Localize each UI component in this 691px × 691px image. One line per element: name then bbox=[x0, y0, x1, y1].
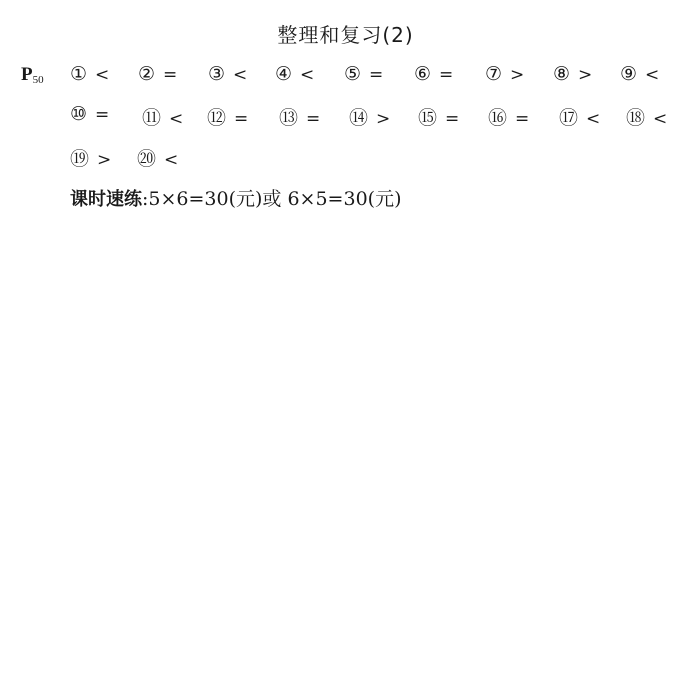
answer-symbol: = bbox=[369, 65, 384, 85]
page-title: 整理和复习(2) bbox=[277, 23, 414, 47]
answer-15 bbox=[418, 103, 459, 130]
answer-6 bbox=[414, 63, 453, 85]
answer-number: ⑤ bbox=[344, 63, 362, 85]
answer-symbol: = bbox=[439, 65, 454, 85]
answer-1 bbox=[70, 63, 109, 85]
answer-number: ⑦ bbox=[485, 63, 503, 85]
answer-7 bbox=[485, 63, 524, 85]
answer-symbol: = bbox=[515, 109, 530, 129]
answer-symbol: < bbox=[169, 109, 184, 129]
answer-number: ③ bbox=[208, 63, 226, 85]
answer-number: ④ bbox=[275, 63, 293, 85]
answer-19 bbox=[70, 144, 111, 171]
answer-10 bbox=[70, 103, 109, 125]
answer-number: ⑩ bbox=[70, 103, 88, 125]
answer-number: ⑮ bbox=[418, 107, 438, 129]
answer-8 bbox=[553, 63, 592, 85]
answer-symbol: = bbox=[306, 109, 321, 129]
answer-number: ⑳ bbox=[137, 148, 157, 170]
answer-symbol: > bbox=[510, 65, 525, 85]
answer-11 bbox=[142, 103, 183, 130]
answer-3 bbox=[208, 63, 247, 85]
practice-label: 课时速练 bbox=[70, 189, 142, 210]
answer-symbol: = bbox=[163, 65, 178, 85]
answer-16 bbox=[488, 103, 529, 130]
answer-row-3 bbox=[70, 144, 690, 168]
answer-number: ⑲ bbox=[70, 148, 90, 170]
answer-17 bbox=[559, 103, 600, 130]
answer-13 bbox=[279, 103, 320, 130]
page-number: 50 bbox=[32, 74, 44, 86]
answer-18 bbox=[626, 103, 667, 130]
answer-symbol: < bbox=[645, 65, 660, 85]
answer-2 bbox=[138, 63, 177, 85]
answer-symbol: < bbox=[300, 65, 315, 85]
answer-number: ⑧ bbox=[553, 63, 571, 85]
practice-answer bbox=[70, 184, 401, 211]
answer-symbol: < bbox=[586, 109, 601, 129]
answer-number: ② bbox=[138, 63, 156, 85]
answer-9 bbox=[620, 63, 659, 85]
answer-number: ⑬ bbox=[279, 107, 299, 129]
practice-text: :5×6=30(元)或 6×5=30(元) bbox=[142, 188, 402, 210]
answer-symbol: < bbox=[95, 65, 110, 85]
answer-row-2 bbox=[70, 103, 690, 127]
answer-number: ⑫ bbox=[207, 107, 227, 129]
answer-symbol: < bbox=[164, 150, 179, 170]
answer-number: ① bbox=[70, 63, 88, 85]
answer-symbol: < bbox=[653, 109, 668, 129]
answer-20 bbox=[137, 144, 178, 171]
answer-symbol: > bbox=[97, 150, 112, 170]
answer-14 bbox=[349, 103, 390, 130]
answer-symbol: > bbox=[376, 109, 391, 129]
answer-symbol: > bbox=[578, 65, 593, 85]
answer-number: ⑱ bbox=[626, 107, 646, 129]
answer-symbol: = bbox=[445, 109, 460, 129]
answer-number: ⑨ bbox=[620, 63, 638, 85]
answer-number: ⑯ bbox=[488, 107, 508, 129]
answer-number: ⑪ bbox=[142, 107, 162, 129]
answer-5 bbox=[344, 63, 383, 85]
answer-symbol: = bbox=[234, 109, 249, 129]
answer-number: ⑭ bbox=[349, 107, 369, 129]
page-letter: P bbox=[21, 64, 33, 85]
answer-number: ⑥ bbox=[414, 63, 432, 85]
page-number-label bbox=[21, 64, 44, 86]
answer-symbol: = bbox=[95, 105, 110, 125]
answer-4 bbox=[275, 63, 314, 85]
answer-symbol: < bbox=[233, 65, 248, 85]
answer-number: ⑰ bbox=[559, 107, 579, 129]
answer-row-1 bbox=[70, 63, 690, 87]
answer-12 bbox=[207, 103, 248, 130]
